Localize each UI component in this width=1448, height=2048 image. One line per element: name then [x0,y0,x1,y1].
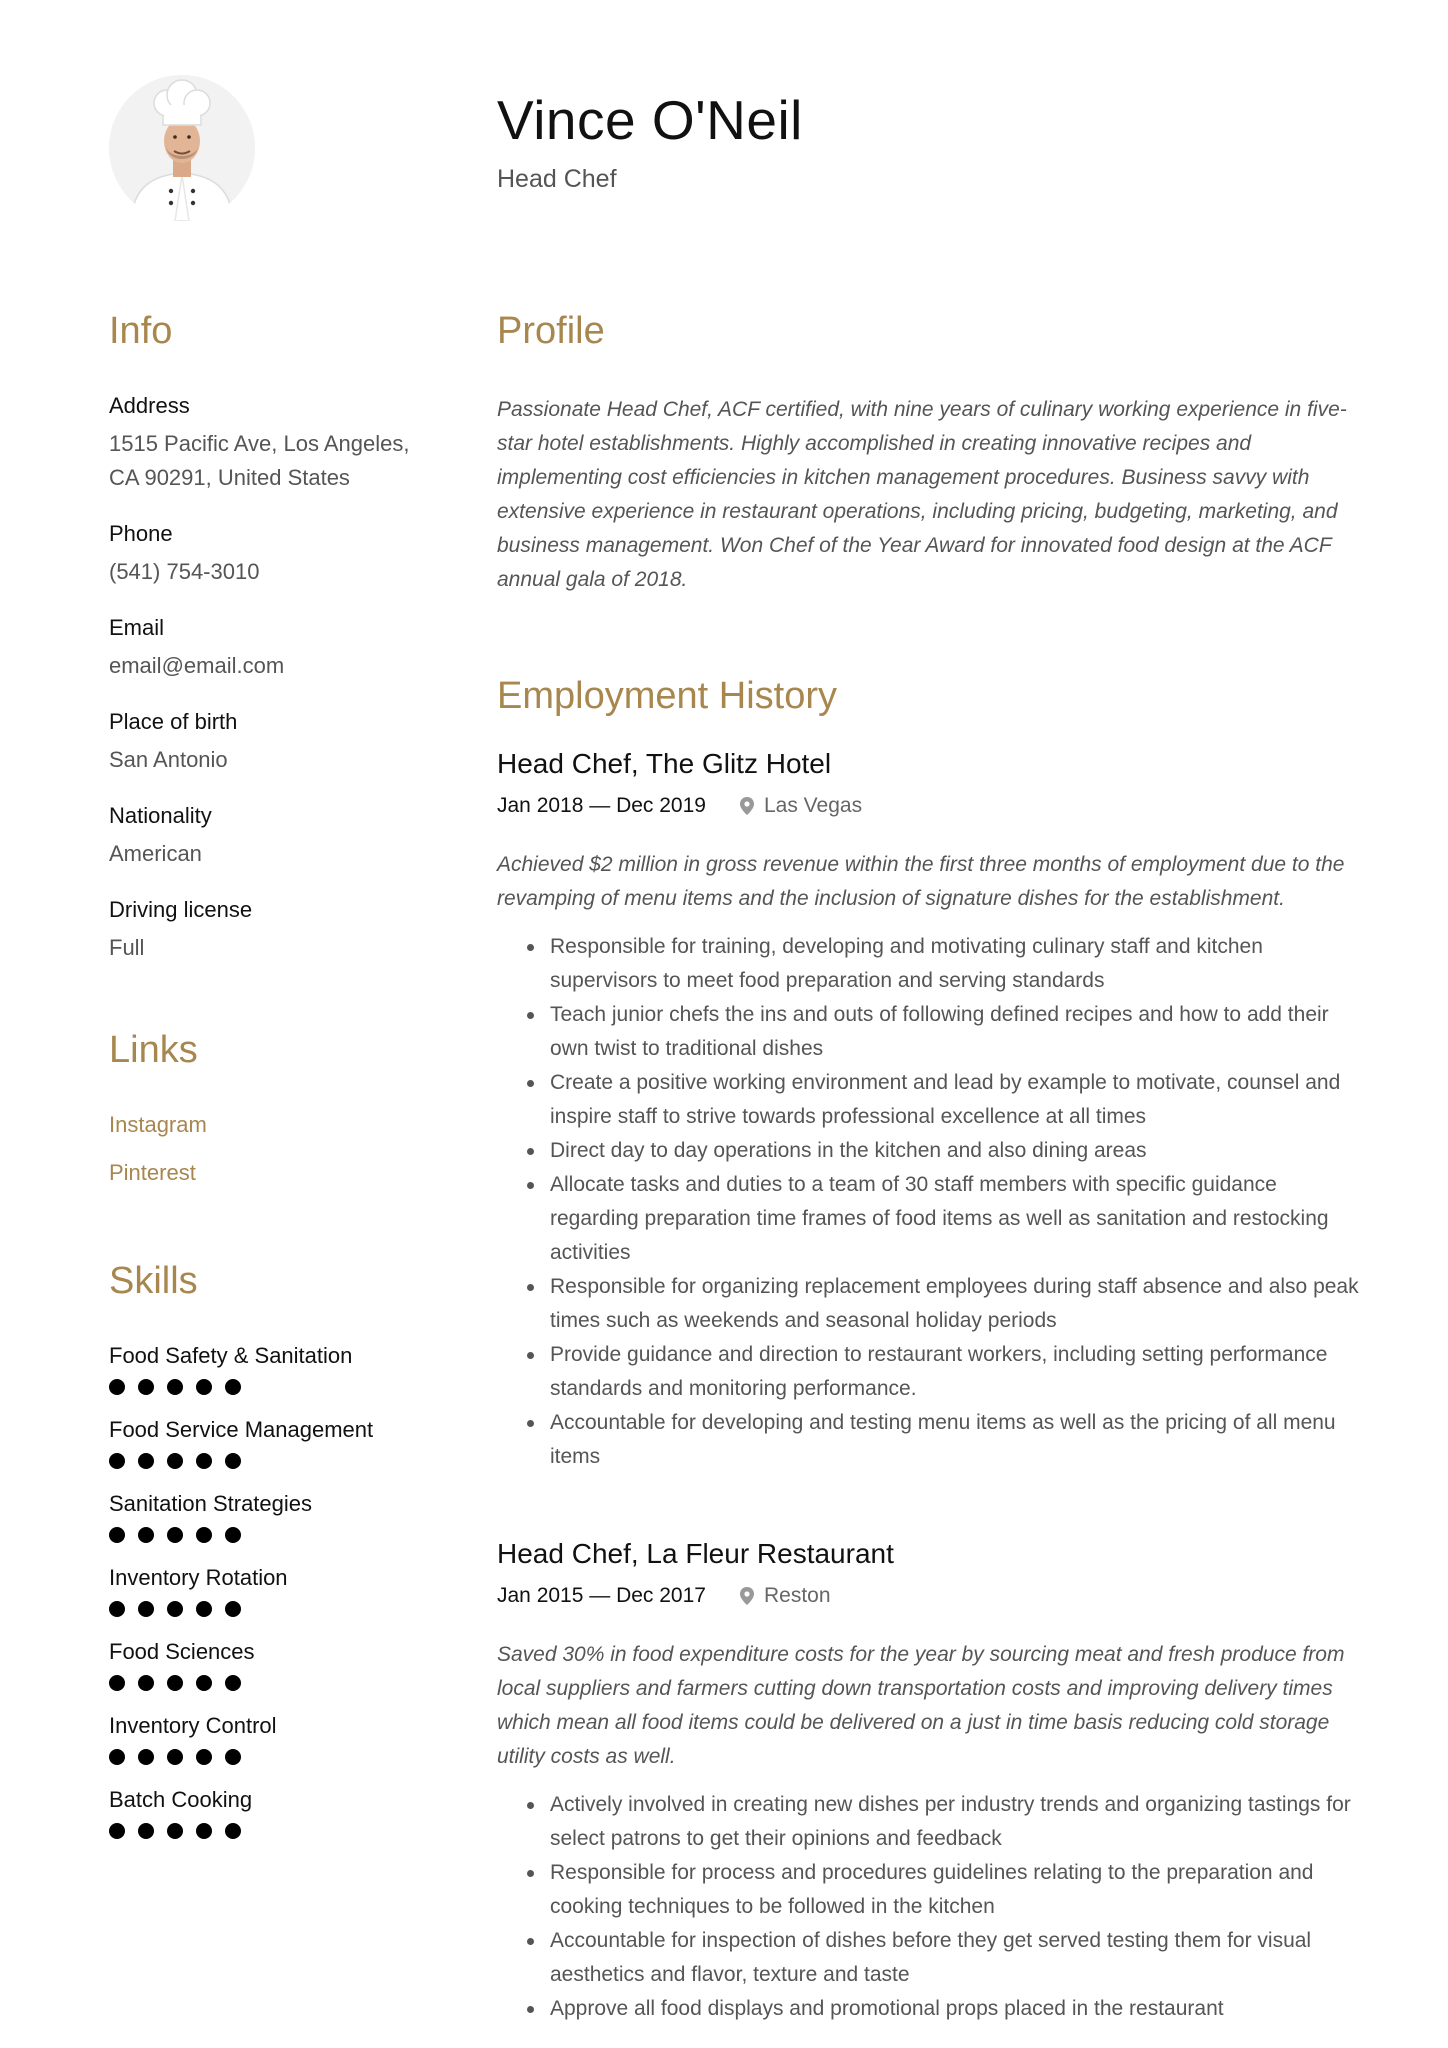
list-item: Accountable for inspection of dishes before they get served testing them for visual aesthetics and flavor, texture and taste [497,1924,1359,1992]
info-phone [109,521,429,589]
links-heading: Links [109,1029,198,1071]
skill-item [109,1565,429,1617]
job-location [740,1584,831,1608]
info-label: Phone [109,521,173,546]
skill-rating-dot [196,1527,212,1543]
info-nationality [109,803,429,871]
list-item: Teach junior chefs the ins and outs of following defined recipes and how to add their own twist to traditional dishes [497,998,1359,1066]
skills-heading: Skills [109,1260,198,1302]
list-item: Accountable for developing and testing menu items as well as the pricing of all menu items [497,1406,1359,1474]
skill-item [109,1343,429,1395]
skill-rating-dot [196,1379,212,1395]
profile-text: Passionate Head Chef, ACF certified, with nine years of culinary working experience in five-star hotel establishments. Highly accomplished in creating innovative recipes and implementing cost efficiencies in kitchen management procedures. Business savvy with extensive experience in restaurant operations, including pricing, budgeting, marketing, and business management. Won Chef of the Year Award for innovated food design at the ACF annual gala of 2018. [497,398,1347,591]
skill-name: Sanitation Strategies [109,1491,313,1516]
list-item: Actively involved in creating new dishes per industry trends and organizing tastings for select patrons to get their opinions and feedback [497,1788,1359,1856]
skill-item [109,1787,429,1839]
info-value: email@email.com [109,653,285,678]
info-value: San Antonio [109,747,228,772]
list-item: Responsible for organizing replacement employees during staff absence and also peak times such as weekends and seasonal holiday periods [497,1270,1359,1338]
info-email [109,615,429,683]
info-label: Email [109,615,165,640]
job-description: Achieved $2 million in gross revenue within the first three months of employment due to the revamping of menu items and the inclusion of signature dishes for the establishment. [497,853,1345,910]
skill-rating [109,1675,429,1691]
info-label: Address [109,393,190,418]
skill-rating-dot [167,1379,183,1395]
info-value: (541) 754-3010 [109,559,260,584]
job-bullets [497,1788,1359,2026]
skill-rating-dot [225,1749,241,1765]
skill-rating-dot [109,1453,125,1469]
list-item: Create a positive working environment and lead by example to motivate, counsel and inspire staff to strive towards professional excellence at all times [497,1066,1359,1134]
skill-rating-dot [109,1527,125,1543]
skill-rating-dot [167,1823,183,1839]
location-pin-icon [740,797,754,815]
sidebar [109,310,429,1861]
candidate-title: Head Chef [497,165,617,193]
list-item: Direct day to day operations in the kitchen and also dining areas [497,1134,1359,1168]
skill-rating-dot [225,1379,241,1395]
skill-rating [109,1601,429,1617]
info-address [109,393,429,495]
job-title: Head Chef, The Glitz Hotel [497,748,832,779]
skill-rating-dot [109,1601,125,1617]
job-description: Saved 30% in food expenditure costs for the year by sourcing meat and fresh produce from local suppliers and farmers cutting down transportation costs and improving delivery times which mean all food items could be delivered on a just in time basis reducing cold storage utility costs as well. [497,1643,1345,1768]
skill-rating-dot [225,1823,241,1839]
job-location-text: Reston [763,1584,831,1607]
job-bullets [497,930,1359,1474]
info-value: Full [109,935,145,960]
job-location [740,794,862,818]
info-label: Nationality [109,803,212,828]
info-label: Driving license [109,897,253,922]
skill-item [109,1491,429,1543]
chef-portrait-icon [109,75,255,221]
info-driving-license [109,897,429,965]
skill-name: Food Sciences [109,1639,255,1664]
skill-name: Batch Cooking [109,1787,253,1812]
skill-rating-dot [225,1601,241,1617]
skill-rating-dot [138,1527,154,1543]
list-item: Approve all food displays and promotional props placed in the restaurant [497,1992,1359,2026]
skill-rating-dot [225,1527,241,1543]
job-meta [497,1584,1359,1608]
job-location-text: Las Vegas [763,794,863,817]
skill-rating [109,1823,429,1839]
skill-rating-dot [167,1675,183,1691]
link-pinterest[interactable]: Pinterest [109,1160,196,1185]
skill-rating-dot [167,1453,183,1469]
employment-heading: Employment History [497,675,837,717]
skill-rating-dot [138,1379,154,1395]
info-value: 1515 Pacific Ave, Los Angeles, CA 90291, United States [109,431,410,490]
skill-rating-dot [225,1453,241,1469]
skill-rating-dot [225,1675,241,1691]
skill-rating-dot [196,1675,212,1691]
info-label: Place of birth [109,709,238,734]
list-item: Responsible for process and procedures guidelines relating to the preparation and cooking techniques to be followed in the kitchen [497,1856,1359,1924]
list-item: Responsible for training, developing and motivating culinary staff and kitchen supervisors to meet food preparation and serving standards [497,930,1359,998]
candidate-name: Vince O'Neil [497,89,803,151]
skills-list [109,1343,429,1839]
skill-rating-dot [196,1749,212,1765]
skill-rating-dot [196,1601,212,1617]
skill-item [109,1417,429,1469]
skill-rating-dot [109,1823,125,1839]
skill-rating-dot [109,1749,125,1765]
skill-rating-dot [138,1675,154,1691]
info-place-of-birth [109,709,429,777]
job-title: Head Chef, La Fleur Restaurant [497,1538,894,1569]
job-dates: Jan 2018 — Dec 2019 [497,794,706,817]
skill-rating-dot [167,1601,183,1617]
avatar [109,75,255,221]
skill-rating-dot [196,1453,212,1469]
job-meta [497,794,1359,818]
skill-item [109,1639,429,1691]
skill-name: Food Service Management [109,1417,374,1442]
main-content [497,310,1359,2048]
link-instagram[interactable]: Instagram [109,1112,207,1137]
skill-rating-dot [138,1453,154,1469]
job-entry [497,1538,1359,2026]
skill-rating-dot [167,1749,183,1765]
skill-name: Inventory Rotation [109,1565,288,1590]
profile-heading: Profile [497,310,605,352]
job-entry [497,748,1359,1474]
list-item: Provide guidance and direction to restaurant workers, including setting performance standards and monitoring performance. [497,1338,1359,1406]
skill-rating-dot [138,1749,154,1765]
skill-rating [109,1379,429,1395]
skill-name: Inventory Control [109,1713,277,1738]
list-item: Allocate tasks and duties to a team of 30 staff members with specific guidance regarding preparation time frames of food items as well as sanitation and restocking activities [497,1168,1359,1270]
skill-rating [109,1749,429,1765]
skill-name: Food Safety & Sanitation [109,1343,353,1368]
skill-rating-dot [109,1379,125,1395]
skill-rating-dot [196,1823,212,1839]
skill-rating [109,1453,429,1469]
skill-rating-dot [138,1601,154,1617]
skill-rating-dot [138,1823,154,1839]
info-value: American [109,841,202,866]
skill-rating-dot [109,1675,125,1691]
skill-rating-dot [167,1527,183,1543]
skill-item [109,1713,429,1765]
location-pin-icon [740,1587,754,1605]
skill-rating [109,1527,429,1543]
info-heading: Info [109,310,173,352]
job-dates: Jan 2015 — Dec 2017 [497,1584,706,1607]
